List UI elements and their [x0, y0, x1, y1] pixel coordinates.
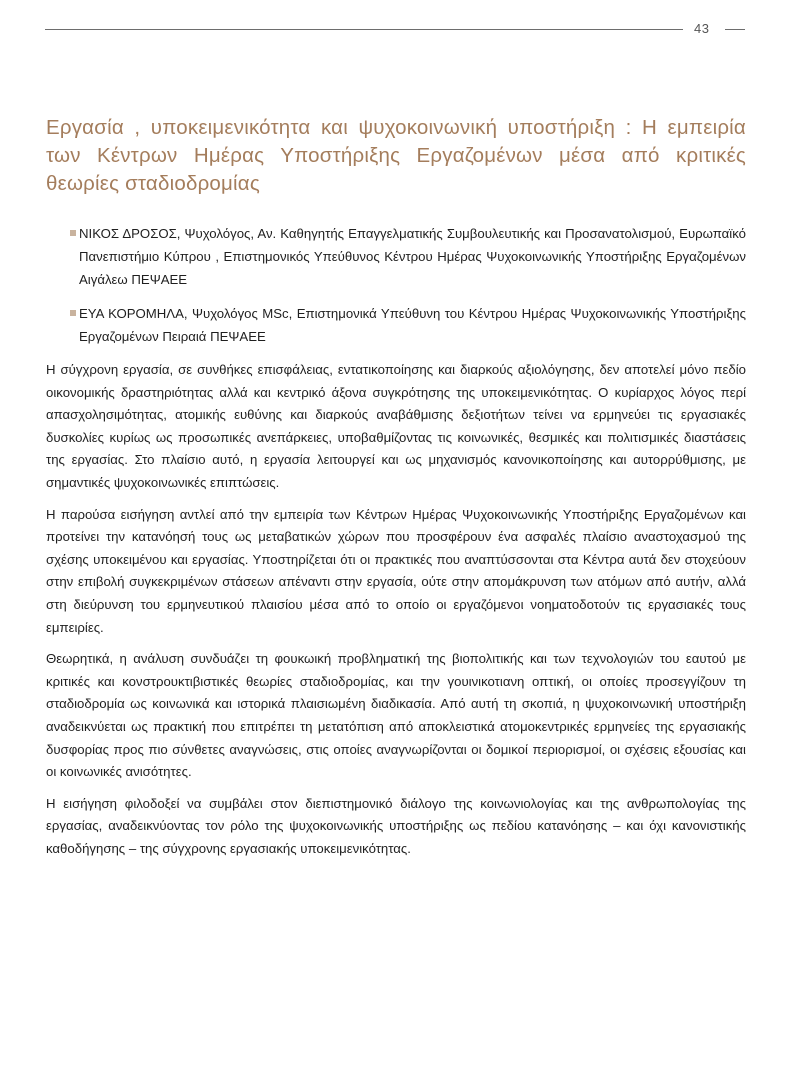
author-text: ΕΥΑ ΚΟΡΟΜΗΛΑ, Ψυχολόγος MSc, Επιστημονικά Υπεύθυνη του Κέντρου Ημέρας Ψυχοκοινωνικής Υποστήριξης Εργαζομένων Πειραιά ΠΕΨΑΕΕ [79, 306, 746, 344]
body-paragraph: Η εισήγηση φιλοδοξεί να συμβάλει στον διεπιστημονικό διάλογο της κοινωνιολογίας και της ανθρωπολογίας της εργασίας, αναδεικνύοντας τον ρόλο της ψυχοκοινωνικής υποστήριξης ως πεδίου κατανόησης – και όχι κανονιστικής καθοδήγησης – της σύγχρονης εργασιακής υποκειμενικότητας. [46, 795, 746, 856]
page-number: 43 [694, 21, 710, 36]
author-item [46, 302, 746, 348]
author-item [46, 222, 746, 291]
header-rule [45, 29, 683, 30]
square-bullet-icon [70, 230, 76, 236]
author-list [46, 222, 746, 348]
body-paragraph: Θεωρητικά, η ανάλυση συνδυάζει τη φουκωική προβληματική της βιοπολιτικής και των τεχνολογιών του εαυτού με κριτικές και κονστρουκτιβιστικές θεωρίες σταδιοδρομίας, και την γουινικοτιανη οπτική, οι οποίες προσεγγίζουν τη σταδιοδρομία ως κοινωνικά και ιστορικά πλαισιωμένη διαδικασία. Από αυτή τη σκοπιά, η ψυχοκοινωνική υποστήριξη αναδεικνύεται ως πρακτική που επιτρέπει τη μετατόπιση από αποκλειστικά ατομοκεντρικές ερμηνείες της εργασιακής δυσφορίας προς πιο σύνθετες αναγνώσεις, στις οποίες αναγνωρίζονται οι δομικοί περιορισμοί, οι σχέσεις εξουσίας και οι κοινωνικές ανισότητες. [46, 651, 746, 780]
header-rule-short [725, 29, 745, 30]
main-content [46, 114, 746, 869]
article-title: Εργασία , υποκειμενικότητα και ψυχοκοινωνική υποστήριξη : Η εμπειρία των Κέντρων Ημέρας Υποστήριξης Εργαζομένων μέσα από κριτικές θεωρίες σταδιοδρομίας [46, 116, 746, 195]
body-paragraph: Η σύγχρονη εργασία, σε συνθήκες επισφάλειας, εντατικοποίησης και διαρκούς αξιολόγησης, δεν αποτελεί μόνο πεδίο οικονομικής δραστηριότητας αλλά και κεντρικό άξονα συγκρότησης της υποκειμενικότητας. Ο κυρίαρχος λόγος περί απασχολησιμότητας, ατομικής ευθύνης και διαρκούς αναβάθμισης δεξιοτήτων τείνει να ερμηνεύει τις εργασιακές δυσκολίες κυρίως ως προσωπικές ανεπάρκειες, υποβαθμίζοντας τις κοινωνικές, θεσμικές και πολιτισμικές διαστάσεις της εργασίας. Στο πλαίσιο αυτό, η εργασία λειτουργεί και ως μηχανισμός κανονικοποίησης και αυτορρύθμισης, με σημαντικές ψυχοκοινωνικές επιπτώσεις. [46, 362, 746, 490]
square-bullet-icon [70, 310, 76, 316]
author-text: ΝΙΚΟΣ ΔΡΟΣΟΣ, Ψυχολόγος, Αν. Καθηγητής Επαγγελματικής Συμβουλευτικής και Προσανατολισμού, Ευρωπαϊκό Πανεπιστήμιο Κύπρου , Επιστημονικός Υπεύθυνος Κέντρου Ημέρας Ψυχοκοινωνικής Υποστήριξης Εργαζομένων Αιγάλεω ΠΕΨΑΕΕ [79, 226, 746, 287]
body-paragraph: Η παρούσα εισήγηση αντλεί από την εμπειρία των Κέντρων Ημέρας Ψυχοκοινωνικής Υποστήριξης Εργαζομένων και προτείνει την κατανόησή τους ως μεταβατικών χώρων που προσφέρουν ένα ασφαλές πλαίσιο αναστοχασμού της σχέσης υποκειμένου και εργασίας. Υποστηρίζεται ότι οι πρακτικές που αναπτύσσονται στα Κέντρα αυτά δεν στοχεύουν στην επιβολή συγκεκριμένων στάσεων απέναντι στην εργασία, ούτε στην απομάκρυνση των ατόμων από αυτήν, αλλά στη διεύρυνση του ερμηνευτικού πλαισίου μέσα από το οποίο οι εργαζόμενοι νοηματοδοτούν τις εργασιακές τους εμπειρίες. [46, 506, 746, 635]
